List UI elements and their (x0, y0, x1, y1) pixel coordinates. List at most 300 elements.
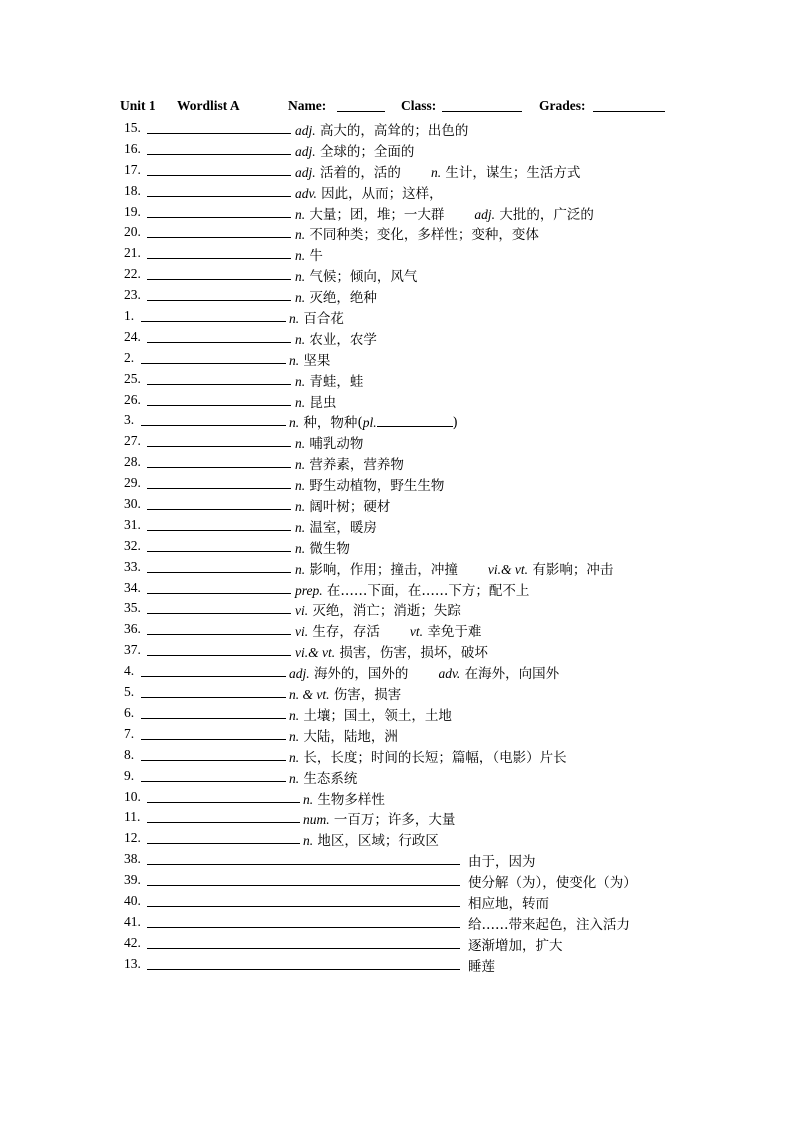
meaning-text: 生态系统 (303, 770, 358, 787)
definition-part (295, 227, 539, 243)
definition-part (289, 353, 330, 369)
meaning-text: 睡莲 (468, 958, 495, 975)
word-row (120, 452, 720, 473)
item-number: 34. (124, 579, 141, 595)
item-number: 17. (124, 161, 141, 177)
word-row (120, 682, 720, 703)
answer-blank[interactable] (147, 300, 291, 301)
answer-blank[interactable] (147, 927, 460, 928)
answer-blank[interactable] (141, 676, 286, 677)
answer-blank[interactable] (147, 446, 291, 447)
answer-blank[interactable] (141, 425, 286, 426)
word-row (120, 202, 720, 223)
item-number: 32. (124, 537, 141, 553)
definition-part (289, 771, 357, 787)
item-number: 6. (124, 704, 135, 720)
answer-blank[interactable] (141, 760, 286, 761)
definition-part (295, 457, 404, 473)
definition-part (295, 144, 414, 160)
meaning-text: 生存，存活 (312, 624, 380, 641)
answer-blank[interactable] (147, 572, 291, 573)
part-of-speech: n. (289, 770, 300, 786)
part-of-speech: vi. (295, 603, 309, 619)
meaning-text: 温室，暖房 (309, 519, 377, 536)
meaning-text: 损害，伤害，损坏，破坏 (339, 645, 488, 662)
definition-part (431, 165, 580, 181)
meaning-text: 生计，谋生；生活方式 (445, 164, 581, 181)
part-of-speech: n. (289, 749, 300, 765)
meaning-text: 气候；倾向，风气 (309, 269, 418, 286)
answer-blank[interactable] (141, 321, 286, 322)
answer-blank[interactable] (147, 279, 291, 280)
part-of-speech: n. (295, 248, 306, 264)
part-of-speech: n. (295, 290, 306, 306)
part-of-speech: n. (295, 519, 306, 535)
item-number: 7. (124, 725, 135, 741)
definition (295, 223, 539, 243)
definition-part (289, 666, 408, 682)
item-number: 25. (124, 370, 141, 386)
definition-part (295, 374, 363, 390)
meaning-text: 微生物 (309, 540, 350, 557)
answer-blank[interactable] (147, 196, 291, 197)
part-of-speech: n. (289, 707, 300, 723)
definition-part (468, 896, 549, 912)
meaning-text: 有影响；冲击 (532, 561, 614, 578)
definition (295, 391, 336, 411)
item-number: 39. (124, 872, 141, 888)
definition-part (295, 165, 401, 181)
definition-part (289, 729, 398, 745)
item-number: 40. (124, 892, 141, 908)
definition-part (295, 123, 468, 139)
definition (295, 161, 580, 181)
plural-label: pl. (362, 415, 377, 431)
item-number: 26. (124, 391, 141, 407)
item-number: 18. (124, 182, 141, 198)
definition-part (295, 207, 444, 223)
definition-part (295, 395, 336, 411)
word-row (120, 954, 720, 975)
meaning-text: 哺乳动物 (309, 436, 364, 453)
definition (289, 704, 452, 724)
definition (295, 516, 377, 536)
part-of-speech: n. (295, 540, 306, 556)
meaning-text: 大量；团，堆；一大群 (309, 206, 445, 223)
part-of-speech: prep. (295, 582, 323, 598)
definition-part (468, 938, 563, 954)
part-of-speech: n. (295, 394, 306, 410)
definition (289, 307, 344, 327)
part-of-speech: adj. (295, 143, 316, 159)
answer-blank[interactable] (147, 864, 460, 865)
definition-part (295, 186, 443, 202)
part-of-speech: n. (289, 415, 300, 431)
item-number: 10. (124, 788, 141, 804)
word-row (120, 473, 720, 494)
answer-blank[interactable] (141, 363, 286, 364)
definition-part (289, 687, 401, 703)
item-number: 36. (124, 621, 141, 637)
item-number: 28. (124, 454, 141, 470)
answer-blank[interactable] (147, 613, 291, 614)
part-of-speech: n. (303, 791, 314, 807)
definition (303, 808, 455, 828)
answer-blank[interactable] (147, 822, 300, 823)
word-row (120, 515, 720, 536)
definition-part (289, 415, 363, 431)
item-number: 41. (124, 913, 141, 929)
word-row (120, 118, 720, 139)
item-number: 12. (124, 830, 141, 846)
word-row (120, 410, 720, 431)
part-of-speech: n. (295, 499, 306, 515)
word-row (120, 933, 720, 954)
meaning-text: 种，物种( (303, 415, 363, 432)
meaning-text: 使分解（为），使变化（为） (468, 875, 637, 892)
meaning-text: 营养素，营养物 (309, 457, 404, 474)
item-number: 16. (124, 140, 141, 156)
meaning-text: 阔叶树；硬材 (309, 499, 391, 516)
meaning-text: 一百万；许多，大量 (333, 812, 456, 829)
meaning-text: 大陆，陆地，洲 (303, 728, 398, 745)
meaning-text: 不同种类；变化，多样性；变种，变体 (309, 227, 539, 244)
meaning-text: 百合花 (303, 311, 344, 328)
answer-blank[interactable] (147, 843, 300, 844)
part-of-speech: n. (430, 164, 442, 180)
name-label: Name: (288, 98, 327, 113)
definition (295, 599, 461, 619)
item-number: 24. (124, 328, 141, 344)
definition-part (295, 436, 363, 452)
word-row (120, 348, 720, 369)
answer-blank[interactable] (147, 133, 291, 134)
definition (295, 453, 404, 473)
class-label: Class: (401, 98, 437, 113)
definition-part (468, 875, 637, 891)
answer-blank[interactable] (147, 969, 460, 970)
definition (289, 746, 567, 766)
word-row (120, 494, 720, 515)
word-row (120, 640, 720, 661)
definition-part (295, 583, 529, 599)
word-row (120, 703, 720, 724)
part-of-speech: num. (303, 812, 330, 828)
definition-part (303, 792, 385, 808)
word-row (120, 724, 720, 745)
meaning-text: 野生动植物，野生生物 (309, 478, 445, 495)
word-row (120, 557, 720, 578)
definition (295, 140, 414, 160)
definition (295, 182, 443, 202)
meaning-text: 活着的，活的 (319, 164, 401, 181)
word-row (120, 849, 720, 870)
part-of-speech: n. (295, 206, 306, 222)
definition (295, 537, 350, 557)
definition (303, 829, 439, 849)
answer-blank[interactable] (141, 739, 286, 740)
item-number: 5. (124, 684, 135, 700)
grades-blank[interactable] (593, 98, 665, 112)
part-of-speech: n. (295, 269, 306, 285)
meaning-text: 伤害，损害 (333, 687, 402, 704)
word-row (120, 870, 720, 891)
meaning-text: 大批的，广泛的 (499, 206, 594, 223)
item-number: 23. (124, 287, 141, 303)
part-of-speech: n. (295, 478, 306, 494)
definition-part (289, 750, 567, 766)
definition (295, 620, 481, 640)
definition (295, 370, 363, 390)
grades-label: Grades: (539, 98, 586, 113)
item-number: 42. (124, 934, 141, 950)
meaning-text: 在……下面，在……下方；配不上 (326, 582, 530, 599)
answer-blank[interactable] (147, 593, 291, 594)
word-row (120, 619, 720, 640)
word-row (120, 327, 720, 348)
meaning-text: 海外的，国外的 (313, 666, 409, 683)
answer-blank[interactable] (147, 237, 291, 238)
part-of-speech: vi.& vt. (295, 645, 336, 661)
definition-part (295, 645, 488, 661)
answer-blank[interactable] (147, 217, 291, 218)
meaning-text: 土壤；国土，领土，土地 (303, 707, 452, 724)
word-row (120, 222, 720, 243)
definition (295, 579, 529, 599)
definition-part (468, 959, 495, 975)
definition-part (474, 207, 593, 223)
item-number: 11. (124, 809, 141, 825)
definition (468, 871, 637, 891)
word-row (120, 745, 720, 766)
definition (295, 495, 390, 515)
answer-blank[interactable] (147, 384, 291, 385)
word-row (120, 264, 720, 285)
item-number: 35. (124, 600, 141, 616)
definition-part (295, 624, 380, 640)
definition (468, 850, 536, 870)
definition-part (468, 854, 536, 870)
part-of-speech: adj. (295, 164, 316, 180)
meaning-text: 相应地，转而 (468, 895, 549, 912)
answer-blank[interactable] (141, 718, 286, 719)
item-number: 4. (124, 663, 135, 679)
answer-blank[interactable] (147, 467, 291, 468)
worksheet-header (120, 98, 700, 116)
definition-part (295, 499, 390, 515)
definition-part (303, 812, 455, 828)
word-row (120, 787, 720, 808)
meaning-text: 农业，农学 (309, 331, 377, 348)
answer-blank[interactable] (147, 342, 291, 343)
part-of-speech: vi. (295, 624, 309, 640)
definition (295, 286, 377, 306)
part-of-speech: n. (295, 331, 306, 347)
item-number: 9. (124, 767, 135, 783)
answer-blank[interactable] (147, 509, 291, 510)
plural-blank[interactable] (377, 414, 453, 427)
answer-blank[interactable] (147, 405, 291, 406)
part-of-speech: n. (289, 728, 300, 744)
word-row (120, 306, 720, 327)
definition-part (468, 917, 630, 933)
part-of-speech: vt. (409, 624, 424, 640)
meaning-text: 牛 (309, 248, 323, 265)
meaning-text: 生物多样性 (317, 791, 385, 808)
meaning-text: 昆虫 (309, 394, 337, 411)
part-of-speech: n. (295, 227, 306, 243)
meaning-text: 逐渐增加，扩大 (468, 937, 563, 954)
answer-blank[interactable] (141, 781, 286, 782)
part-of-speech: n. (295, 436, 306, 452)
definition (289, 767, 357, 787)
word-row (120, 661, 720, 682)
answer-blank[interactable] (147, 885, 460, 886)
part-of-speech: n. (289, 352, 300, 368)
word-row (120, 390, 720, 411)
item-number: 8. (124, 746, 135, 762)
word-row (120, 598, 720, 619)
definition (289, 349, 330, 369)
definition (468, 913, 630, 933)
answer-blank[interactable] (147, 488, 291, 489)
definition (295, 328, 377, 348)
meaning-text: 灭绝，绝种 (309, 290, 377, 307)
definition (295, 558, 613, 578)
definition (295, 641, 488, 661)
word-row (120, 181, 720, 202)
definition-part (295, 520, 377, 536)
definition-part (295, 541, 350, 557)
item-number: 30. (124, 496, 141, 512)
definition (468, 892, 549, 912)
answer-blank[interactable] (147, 634, 291, 635)
definition-part (295, 603, 461, 619)
definition (303, 788, 385, 808)
part-of-speech: adj. (295, 123, 316, 138)
meaning-text: 长，长度；时间的长短；篇幅，（电影）片长 (303, 749, 567, 766)
answer-blank[interactable] (147, 175, 291, 176)
answer-blank[interactable] (147, 154, 291, 155)
meaning-text: 青蛙，蛙 (309, 373, 364, 390)
definition (295, 432, 363, 452)
definition (289, 662, 559, 682)
answer-blank[interactable] (141, 697, 286, 698)
wordlist-label: Wordlist A (177, 98, 240, 113)
definition (468, 934, 563, 954)
meaning-text: 由于，因为 (468, 854, 536, 871)
item-number: 13. (124, 955, 141, 971)
meaning-text: 影响，作用；撞击，冲撞 (309, 561, 458, 578)
item-number: 38. (124, 851, 141, 867)
answer-blank[interactable] (147, 948, 460, 949)
item-number: 37. (124, 642, 141, 658)
definition (468, 955, 495, 975)
item-number: 3. (124, 412, 135, 428)
answer-blank[interactable] (147, 530, 291, 531)
item-number: 19. (124, 203, 141, 219)
definition-part (289, 708, 452, 724)
item-number: 20. (124, 224, 141, 240)
word-row (120, 139, 720, 160)
definition (295, 119, 468, 139)
part-of-speech: n. (295, 457, 306, 473)
definition-part (410, 624, 481, 640)
item-number: 2. (124, 349, 135, 365)
part-of-speech: adj. (289, 666, 310, 682)
item-number: 33. (124, 558, 141, 574)
meaning-text: 全球的；全面的 (319, 143, 415, 160)
part-of-speech: n. (295, 373, 306, 389)
definition (295, 244, 323, 264)
definition (289, 725, 398, 745)
word-row (120, 807, 720, 828)
definition-part (303, 833, 439, 849)
answer-blank[interactable] (147, 551, 291, 552)
item-number: 22. (124, 266, 141, 282)
definition-part (295, 332, 377, 348)
meaning-text: 在海外，向国外 (464, 666, 560, 683)
word-row (120, 578, 720, 599)
meaning-text: 坚果 (303, 352, 331, 369)
item-number: 29. (124, 475, 141, 491)
unit-label: Unit 1 (120, 98, 156, 113)
meaning-text: 高大的，高耸的；出色的 (319, 123, 469, 139)
definition (295, 265, 417, 285)
meaning-text: 地区，区域；行政区 (317, 833, 439, 850)
part-of-speech: adv. (438, 666, 461, 682)
meaning-text: 给……带来起色，注入活力 (468, 916, 630, 933)
name-blank[interactable] (337, 98, 385, 112)
definition (289, 683, 401, 703)
definition-part (295, 290, 377, 306)
definition-part (295, 562, 458, 578)
meaning-text: 因此，从而；这样， (321, 185, 443, 202)
class-blank[interactable] (442, 98, 522, 112)
word-row (120, 766, 720, 787)
answer-blank[interactable] (147, 802, 300, 803)
definition-part (295, 478, 444, 494)
definition (295, 474, 444, 494)
definition (295, 203, 594, 223)
meaning-text: 幸免于难 (427, 624, 482, 641)
word-row (120, 828, 720, 849)
item-number: 21. (124, 245, 141, 261)
word-row (120, 891, 720, 912)
word-row (120, 912, 720, 933)
word-row (120, 536, 720, 557)
definition-part (295, 248, 323, 264)
definition-part (488, 562, 613, 578)
definition: n. 种，物种(pl. ) (289, 415, 458, 432)
word-list (120, 118, 720, 975)
part-of-speech: adv. (295, 185, 317, 201)
part-of-speech: n. & vt. (289, 687, 330, 703)
answer-blank[interactable] (147, 655, 291, 656)
word-row (120, 431, 720, 452)
part-of-speech: adj. (474, 206, 496, 222)
part-of-speech: vi.& vt. (487, 561, 529, 577)
item-number: 27. (124, 433, 141, 449)
meaning-text: 灭绝，消亡；消逝；失踪 (312, 603, 461, 620)
answer-blank[interactable] (147, 906, 460, 907)
word-row (120, 160, 720, 181)
part-of-speech: n. (289, 311, 300, 327)
part-of-speech: n. (303, 833, 314, 849)
answer-blank[interactable] (147, 258, 291, 259)
item-number: 31. (124, 516, 141, 532)
item-number: 15. (124, 120, 141, 135)
